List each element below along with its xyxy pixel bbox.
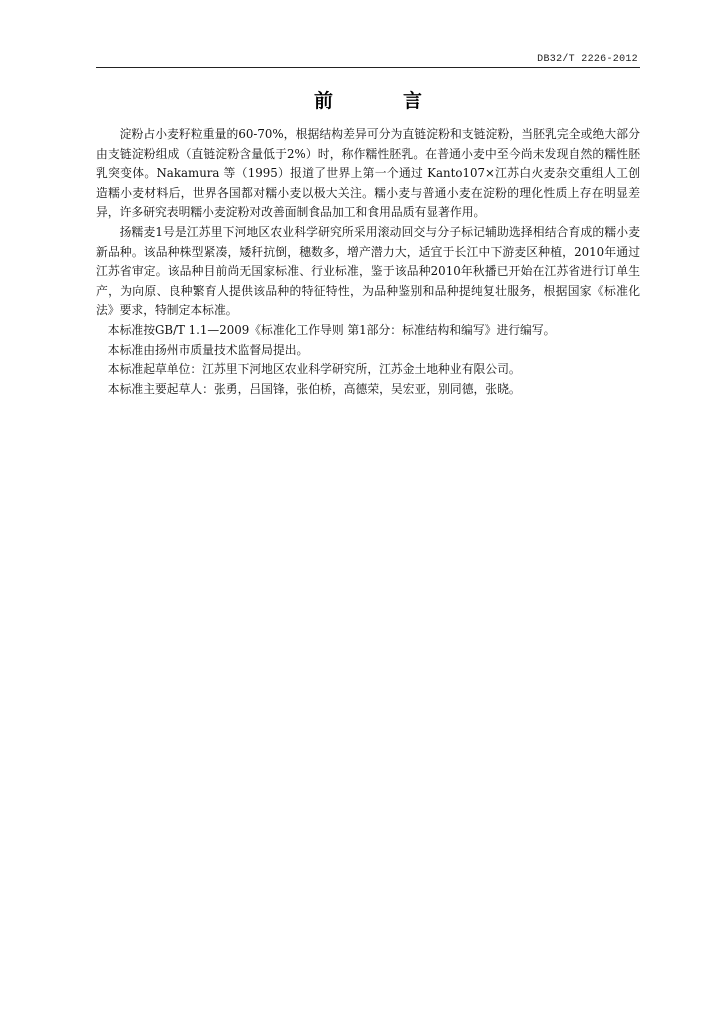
statement-proposer: 本标准由扬州市质量技术监督局提出。 [107,342,309,357]
title-char-2: 言 [403,90,423,112]
title-char-1: 前 [313,90,333,112]
standard-code: DB32/T 2226-2012 [537,54,638,65]
page-title [96,86,640,113]
statement-drafting-units: 本标准起草单位：江苏里下河地区农业科学研究所，江苏金土地种业有限公司。 [107,362,521,377]
header-rule [96,67,640,68]
statement-drafting-rules: 本标准按GB/T 1.1—2009《标准化工作导则 第1部分：标准结构和编写》进行编写。 [107,322,556,337]
foreword-body [96,125,640,399]
paragraph-variety: 扬糯麦1号是江苏里下河地区农业科学研究所采用滚动回交与分子标记辅助选择相结合育成的糯小麦新品种。该品种株型紧凑，矮秆抗倒，穗数多，增产潜力大，适宜于长江中下游麦区种植，2010年通过江苏省审定。该品种目前尚无国家标准、行业标准，鉴于该品种2010年秋播已开始在江苏省进行订单生产，为向原、良种繁育人提供该品种的特征特性，为品种鉴别和品种提纯复壮服务，根据国家《标准化法》要求，特制定本标准。 [96,224,640,318]
statement-drafters: 本标准主要起草人：张勇，吕国锋，张伯桥，高德荣，吴宏亚，别同德，张晓。 [107,381,521,396]
paragraph-background: 淀粉占小麦籽粒重量的60-70%，根据结构差异可分为直链淀粉和支链淀粉，当胚乳完全或绝大部分由支链淀粉组成（直链淀粉含量低于2%）时，称作糯性胚乳。在普通小麦中至今尚未发现自然的糯性胚乳突变体。Nakamura 等（1995）报道了世界上第一个通过 Kanto107×江苏白火麦杂交重组人工创造糯小麦材料后，世界各国都对糯小麦以极大关注。糯小麦与普通小麦在淀粉的理化性质上存在明显差异，许多研究表明糯小麦淀粉对改善面制食品加工和食用品质有显著作用。 [96,127,640,220]
